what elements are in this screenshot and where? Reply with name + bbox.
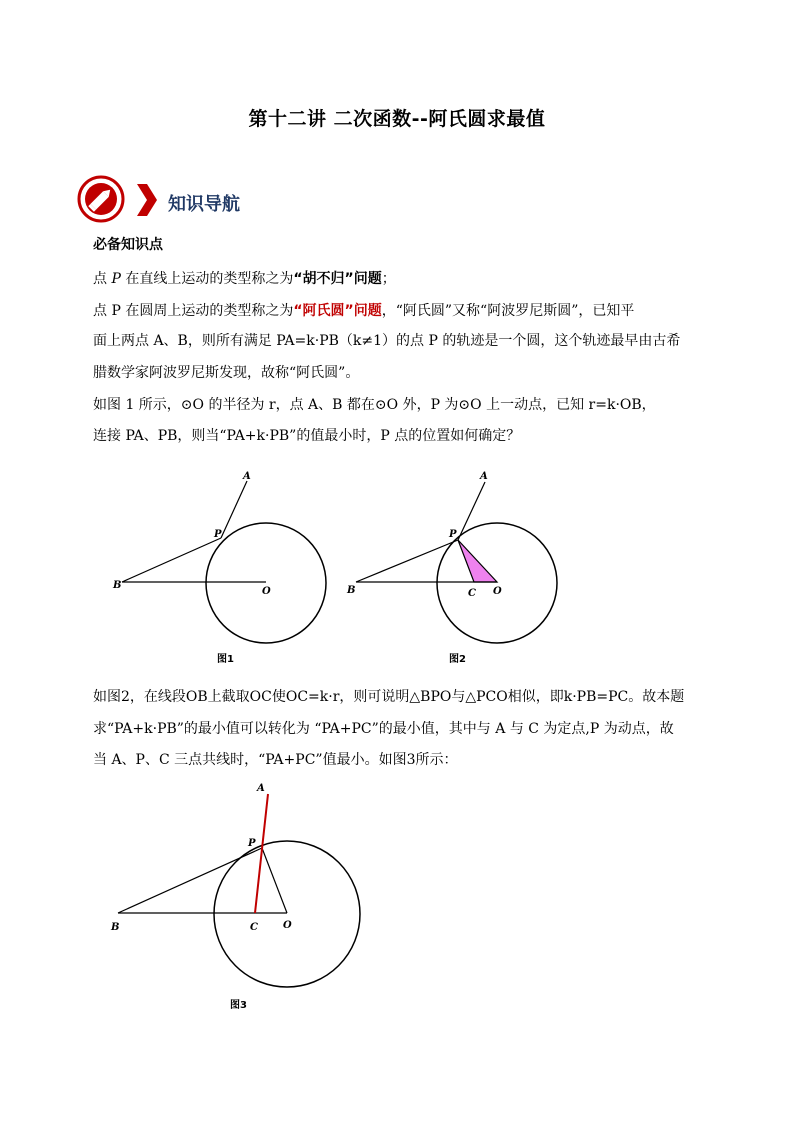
figure-2 xyxy=(346,471,557,665)
paragraph-line-1: 点 P 在直线上运动的类型称之为“胡不归”问题； xyxy=(93,271,396,287)
subheading: 必备知识点 xyxy=(93,237,163,253)
label-b: B xyxy=(347,585,356,596)
label-a: A xyxy=(243,471,251,482)
segment-po xyxy=(262,848,287,913)
label-p: P xyxy=(214,529,222,540)
label-o: O xyxy=(283,920,292,931)
figure-caption: 图2 xyxy=(449,654,466,665)
figure-caption: 图3 xyxy=(230,1000,247,1011)
label-o: O xyxy=(262,586,271,597)
figure-1 xyxy=(112,471,326,665)
label-c: C xyxy=(250,922,258,933)
label-a: A xyxy=(480,471,488,482)
paragraph-line-8: 求“PA+k·PB”的最小值可以转化为 “PA+PC”的最小值，其中与 A 与 C 为定点,P 为动点，故 xyxy=(93,721,674,737)
paragraph-line-7: 如图2，在线段OB上截取OC使OC=k·r，则可说明△BPO与△PCO相似，即k·PB=PC。故本题 xyxy=(93,689,685,705)
figure-caption: 图1 xyxy=(217,654,234,665)
label-c: C xyxy=(468,588,476,599)
segment-pa xyxy=(221,481,247,538)
label-b: B xyxy=(111,922,120,933)
paragraph-line-6: 连接 PA、PB，则当“PA+k·PB”的值最小时，P 点的位置如何确定？ xyxy=(93,428,521,444)
paragraph-line-9: 当 A、P、C 三点共线时，“PA+PC”值最小。如图3所示： xyxy=(93,752,458,768)
circle-o xyxy=(206,523,326,643)
page-title: 第十二讲 二次函数--阿氏圆求最值 xyxy=(248,108,546,130)
segment-bp xyxy=(118,848,262,913)
figure-3 xyxy=(110,783,360,1011)
line-apc xyxy=(255,794,268,913)
paragraph-line-2: 点 P 在圆周上运动的类型称之为“阿氏圆”问题，“阿氏圆”又称“阿波罗尼斯圆”，已知平 xyxy=(93,303,635,319)
label-p: P xyxy=(248,838,256,849)
label-b: B xyxy=(113,580,122,591)
segment-pa xyxy=(458,482,485,540)
label-p: P xyxy=(449,529,457,540)
triangle-pco xyxy=(458,540,497,582)
label-o: O xyxy=(493,586,502,597)
label-a: A xyxy=(257,783,265,794)
section-title: 知识导航 xyxy=(168,194,240,215)
paragraph-line-4: 腊数学家阿波罗尼斯发现，故称“阿氏圆”。 xyxy=(93,365,360,381)
paragraph-line-3: 面上两点 A、B，则所有满足 PA=k·PB（k≠1）的点 P 的轨迹是一个圆，这个轨迹最早由古希 xyxy=(93,333,681,349)
segment-bp xyxy=(356,540,458,582)
paragraph-line-5: 如图 1 所示，⊙O 的半径为 r，点 A、B 都在⊙O 外，P 为⊙O 上一动点，已知 r=k·OB， xyxy=(93,397,656,413)
circle-o xyxy=(214,841,360,987)
